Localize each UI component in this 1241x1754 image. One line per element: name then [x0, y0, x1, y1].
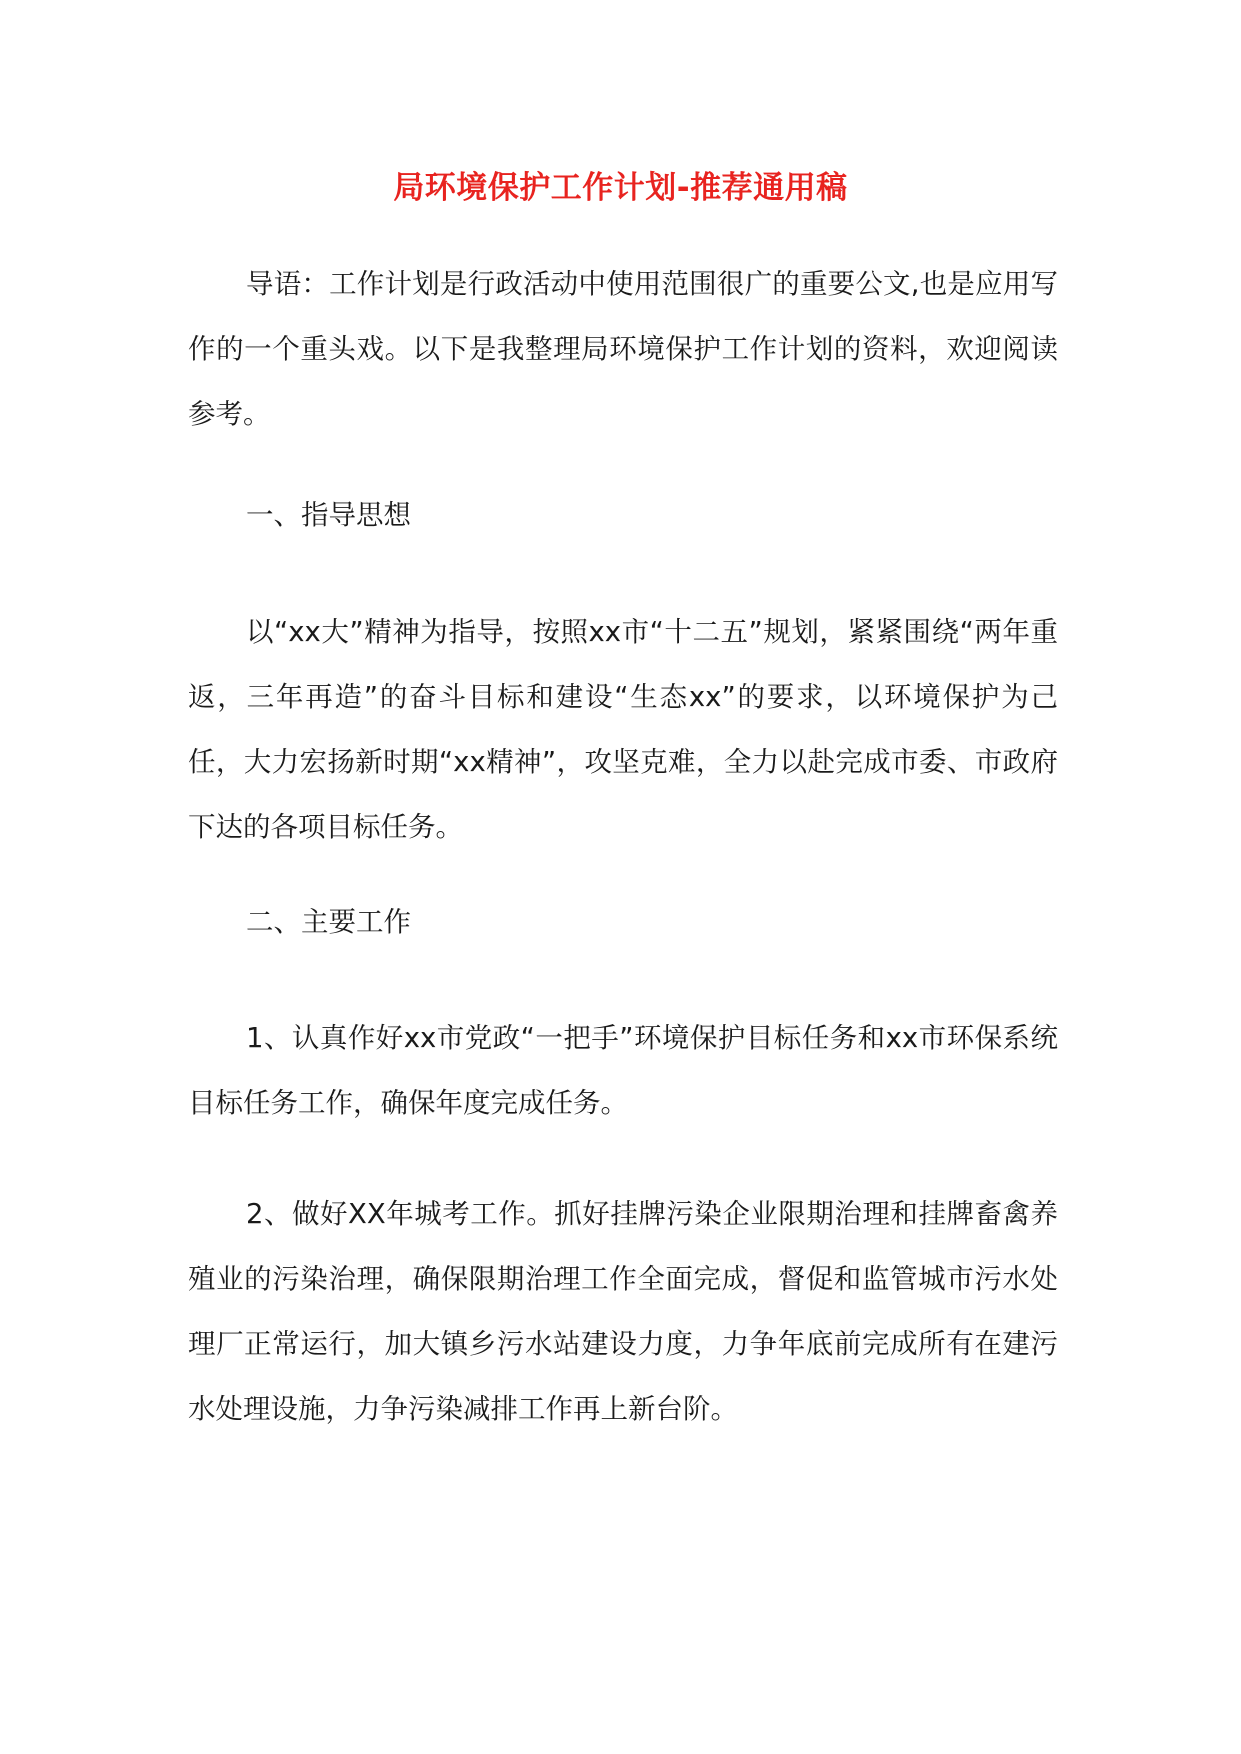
section-heading-guiding-thought: 一、指导思想	[246, 499, 411, 531]
work-item-1: 1、认真作好xx市党政“一把手”环境保护目标任务和xx市环保系统目标任务工作，确保年度完成任务。	[188, 1022, 1058, 1119]
intro-paragraph: 导语：工作计划是行政活动中使用范围很广的重要公文,也是应用写作的一个重头戏。以下是我整理局环境保护工作计划的资料，欢迎阅读参考。	[188, 268, 1058, 430]
guiding-thought-paragraph: 以“xx大”精神为指导，按照xx市“十二五”规划，紧紧围绕“两年重返，三年再造”的奋斗目标和建设“生态xx”的要求，以环境保护为己任，大力宏扬新时期“xx精神”，攻坚克难，全力以赴完成市委、市政府下达的各项目标任务。	[188, 616, 1058, 843]
section-heading-main-work: 二、主要工作	[246, 906, 411, 938]
document-title: 局环境保护工作计划-推荐通用稿	[393, 170, 848, 206]
work-item-2: 2、做好XX年城考工作。抓好挂牌污染企业限期治理和挂牌畜禽养殖业的污染治理，确保限期治理工作全面完成，督促和监管城市污水处理厂正常运行，加大镇乡污水站建设力度，力争年底前完成所有在建污水处理设施，力争污染减排工作再上新台阶。	[188, 1198, 1058, 1425]
